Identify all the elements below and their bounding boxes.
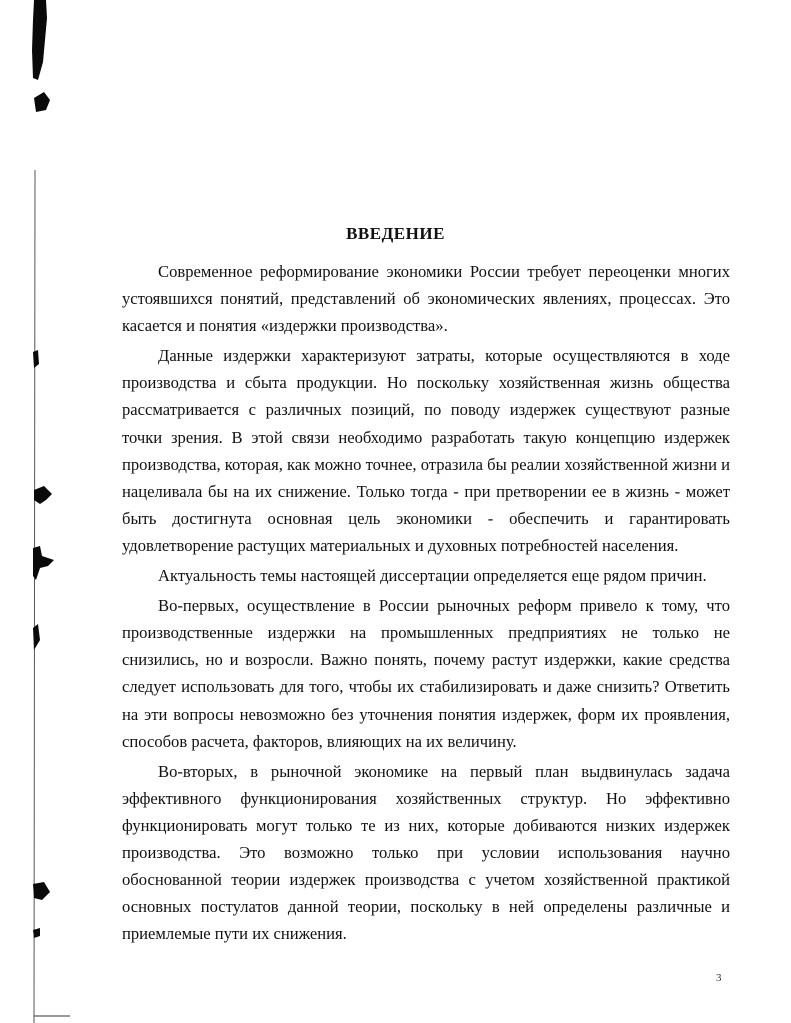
scan-notch-2 [33, 624, 40, 650]
paragraph-5: Во-вторых, в рыночной экономике на первый план выдвинулась задача эффективного функционирования хозяйственных структур. Но эффективно функционировать могут только те из них, которые добиваются низких издержек производства. Это возможно только при условии использования научно обоснованной теории издержек производства с учетом хозяйственной практикой основных постулатов данной теории, поскольку в ней определены различные и приемлемые пути их снижения. [122, 761, 730, 944]
scan-notch-1 [33, 350, 39, 368]
scan-blot-drop [34, 92, 50, 112]
scan-blot-3 [33, 546, 54, 580]
scan-blot-4 [33, 882, 50, 900]
paragraph-3: Актуальность темы настоящей диссертации определяется еще рядом причин. [158, 566, 707, 586]
scan-blot-top [32, 0, 47, 80]
paragraph-4: Во-первых, осуществление в России рыночных реформ привело к тому, что производственные издержки на промышленных предприятиях не только не снизились, но и возросли. Важно понять, почему растут издержки, какие средства следует использовать для того, чтобы их стабилизировать и даже снизить? Ответить на эти вопросы невозможно без уточнения понятия издержек, форм их проявления, способов расчета, факторов, влияющих на их величину. [122, 596, 730, 751]
scan-blot-2 [34, 486, 52, 504]
scan-binding-marks [0, 0, 70, 1023]
paragraph-1: Современное реформирование экономики России требует переоценки многих устоявшихся понятий, представлений об экономических явлениях, процессах. Это касается и понятия «издержки производства». [122, 262, 730, 336]
body-text [122, 258, 730, 947]
section-heading: ВВЕДЕНИЕ [346, 224, 445, 243]
paragraph-2: Данные издержки характеризуют затраты, которые осуществляются в ходе производства и сбыта продукции. Но поскольку хозяйственная жизнь общества рассматривается с различных позиций, по поводу издержек существуют разные точки зрения. В этой связи необходимо разработать такую концепцию издержек производства, которая, как можно точнее, отразила бы реалии хозяйственной жизни и нацеливала бы на их снижение. Только тогда - при претворении ее в жизнь - может быть достигнута основная цель экономики - обеспечить и гарантировать удовлетворение растущих материальных и духовных потребностей населения. [122, 346, 730, 555]
page-number: 3 [716, 972, 722, 984]
